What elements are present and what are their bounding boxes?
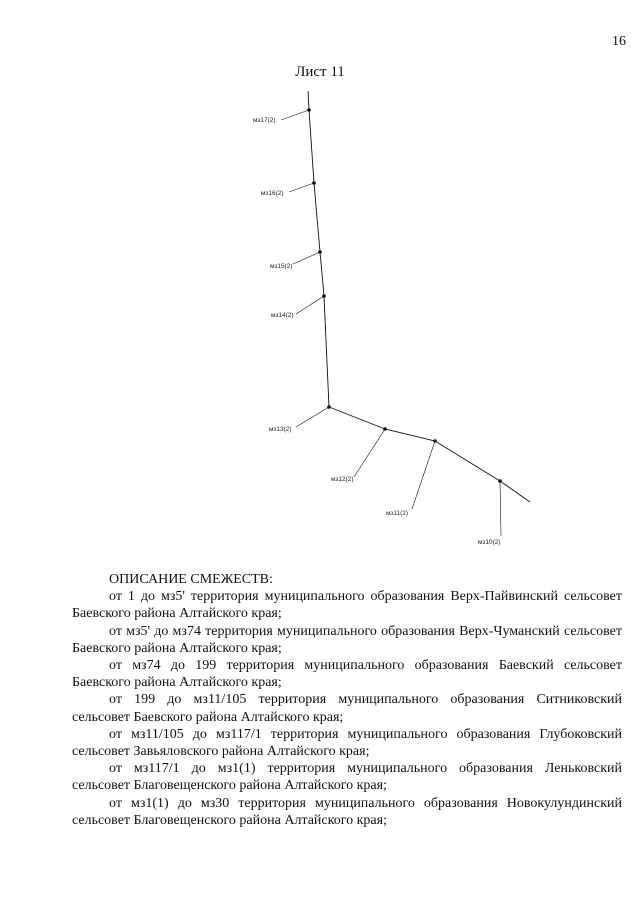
adjacency-description xyxy=(72,571,622,829)
boundary-point-mz17 xyxy=(253,108,311,124)
adjacency-entry: от мз117/1 до мз1(1) территория муниципального образования Леньковский сельсовет Благовещенского района Алтайского края; xyxy=(72,761,622,794)
boundary-point-mz13 xyxy=(269,405,331,433)
page-number: 16 xyxy=(612,34,626,49)
boundary-point-mz12 xyxy=(331,427,387,483)
boundary-point-mz15 xyxy=(270,250,322,270)
boundary-line xyxy=(308,91,530,502)
adjacency-entry: от мз1(1) до мз30 территория муниципального образования Новокулундинский сельсовет Благовещенского района Алтайского края; xyxy=(72,795,622,828)
point-label: мз10(2) xyxy=(478,539,501,546)
adjacency-entry: от мз11/105 до мз117/1 территория муниципального образования Глубоковский сельсовет Завьяловского района Алтайского края; xyxy=(72,726,622,760)
point-label: мз12(2) xyxy=(331,476,354,483)
adjacency-entry: от мз74 до 199 территория муниципального образования Баевский сельсовет Баевского района Алтайского края; xyxy=(72,658,622,691)
boundary-point-mz10 xyxy=(478,479,502,546)
point-label: мз17(2) xyxy=(253,117,276,124)
boundary-point-mz11 xyxy=(386,439,437,517)
boundary-point-mz14 xyxy=(271,294,326,319)
adjacency-heading: ОПИСАНИЕ СМЕЖЕСТВ: xyxy=(109,572,273,587)
adjacency-entry: от мз5' до мз74 территория муниципального образования Верх-Чуманский сельсовет Баевского района Алтайского края; xyxy=(72,623,622,656)
point-label: мз14(2) xyxy=(271,312,294,319)
sheet-title: Лист 11 xyxy=(295,64,345,80)
point-label: мз13(2) xyxy=(269,426,292,433)
adjacency-entry: от 199 до мз11/105 территория муниципального образования Ситниковский сельсовет Баевского района Алтайского края; xyxy=(72,692,622,725)
boundary-point-mz16 xyxy=(261,181,316,197)
point-label: мз16(2) xyxy=(261,190,284,197)
point-label: мз15(2) xyxy=(270,263,293,270)
adjacency-entry: от 1 до мз5' территория муниципального образования Верх-Пайвинский сельсовет Баевского района Алтайского края; xyxy=(72,589,622,622)
point-label: мз11(2) xyxy=(386,510,409,517)
